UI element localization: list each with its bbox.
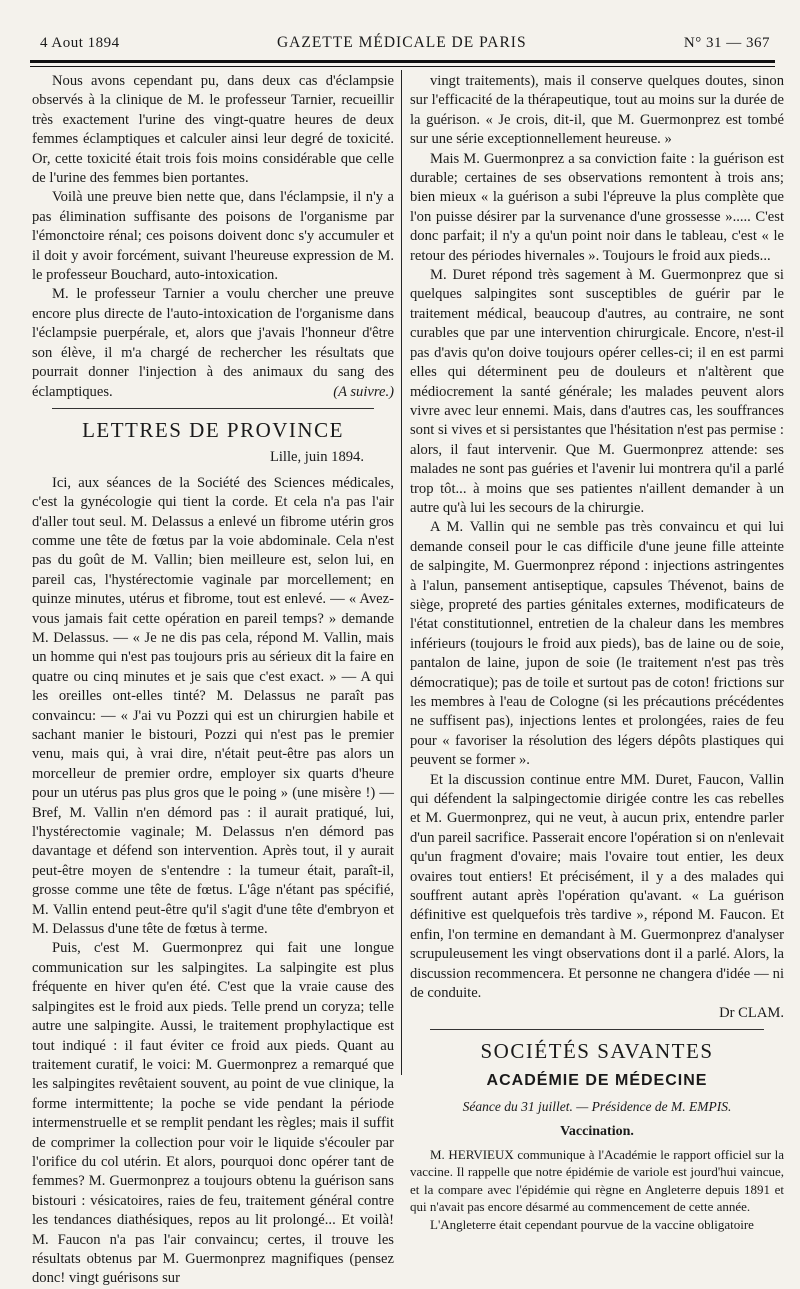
paragraph: A M. Vallin qui ne semble pas très convaincu et qui lui demande conseil pour le cas difficile d'une jeune fille atteinte de salpingite, M. Guermonprez répond : injections astringentes à l'alun, pansement antiseptique, capsules Thévenot, bains de siège, propreté des parties génitales externes, modificateurs de l'état constitutionnel, entretien de la chaleur dans les membres inférieurs (toujours le froid aux pieds), bas de laine ou de soie, pantalon de laine, jupon de soie (le traitement n'est pas très démocratique); pas de toile et surtout pas de coton! frictions sur les membres à l'eau de Cologne (si les précautions précédentes ne suffisent pas), injections lentes et prolongées, raies de feu pour « favoriser la résolution des légers dépôts plastiques qui peuvent se former ».	[410, 519, 784, 769]
section-title: SOCIÉTÉS SAVANTES	[480, 1038, 714, 1063]
page-header	[40, 34, 770, 56]
paragraph: Ici, aux séances de la Société des Sciences médicales, c'est la gynécologie qui tient la corde. Et cela n'a pas l'air d'aller tout seul. M. Delassus a enlevé un fibrome utérin gros comme une tête de fœtus par la voie abdominale. Cela n'est pas du goût de M. Vallin; bien meilleure est, selon lui, en pareil cas, l'hystérectomie vaginale par morcellement; en quinze minutes, utérus et fibrome, tout est enlevé. — « Avez-vous jamais fait cette opération en pareil temps? » demande M. Delassus. — « Je ne dis pas cela, répond M. Vallin, mais un homme qui n'est pas toujours pris au sérieux dit la faire en quatre ou cinq minutes et je sais que c'est exact. » — A qui les oreilles ont-elles tinté? M. Delassus ne paraît pas convaincu: — « J'ai vu Pozzi qui est un chirurgien habile et sachant manier le bistouri, Pozzi qui n'est pas le premier venu, mais qui, à vrai dire, n'était peut-être pas alors un morcelleur de premier ordre, employer six quarts d'heure pour un utérus pas plus gros que le poing » (une misère !) — Bref, M. Vallin n'en démord pas : il aurait pratiqué, lui, l'hystérectomie vaginale; M. Delassus n'en démord pas davantage et défend son intervention. Après tout, il y aurait peut-être moyen de s'entendre : la tumeur était, paraît-il, grosse comme une tête de fœtus. L'âge n'étant pas spécifié, M. Vallin entend peut-être qu'il s'agit d'une tête d'embryon et M. Delassus d'une tête de fœtus à terme.	[32, 474, 394, 938]
seance-line: Séance du 31 juillet. — Présidence de M. EMPIS.	[462, 1098, 732, 1114]
paragraph: L'Angleterre était cependant pourvue de la vaccine obligatoire	[430, 1216, 754, 1232]
issue-number: N° 31 — 367	[683, 35, 770, 51]
paragraph: vingt traitements), mais il conserve quelques doutes, sinon sur l'efficacité de la thérapeutique, tout au moins sur la durée de la guérison. « Je crois, dit-il, que M. Guermonprez est tombé sur une série exceptionnellement heureuse. »	[410, 73, 784, 148]
divider	[52, 408, 374, 409]
signature: Dr CLAM.	[719, 1004, 784, 1021]
issue-date: 4 Aout 1894	[40, 35, 120, 51]
header-rule-thin	[30, 66, 775, 67]
section-title: LETTRES DE PROVINCE	[82, 417, 344, 442]
column-divider	[401, 70, 402, 1075]
journal-title: GAZETTE MÉDICALE DE PARIS	[276, 34, 527, 51]
paragraph: Et la discussion continue entre MM. Duret, Faucon, Vallin qui défendent la salpingectomie dirigée contre les cas rebelles et M. Guermonprez, qui ne veut, à aucun prix, entendre parler d'un pareil sacrifice. Passerait encore l'opération si on n'enlevait qu'un fragment d'ovaire; mais l'ovaire tout entier, les deux ovaires tout entiers! Et précisément, il y a des malades qui souffrent autant après l'opération qu'avant. « La guérison définitive est quelquefois très tardive », répond M. Faucon. Et enfin, l'on termine en demandant à M. Guermonprez d'analyser scrupuleusement les vingt observations dont il a parlé. Alors, la discussion recommencera. Et personne ne changera d'idée — ni de conduite.	[410, 771, 784, 1002]
right-column	[410, 72, 784, 1233]
topic-heading: Vaccination.	[560, 1124, 634, 1140]
paragraph: Mais M. Guermonprez a sa conviction faite : la guérison est durable; certaines de ses observations remontent à trois ans; bien mieux « la guérison a subi l'épreuve la plus complète que l'on puisse désirer par la survenance d'une grossesse »..... C'est donc parfait; il n'y a qu'un point noir dans le tableau, c'est « le retour des périodes hivernales ». Toujours le froid aux pieds...	[410, 150, 784, 264]
paragraph: M. Duret répond très sagement à M. Guermonprez que si quelques salpingites sont susceptibles de guérir par le traitement médical, beaucoup d'autres, au contraire, ne sont curables que par une intervention chirurgicale. Encore, n'est-il pas d'avis qu'on doive toujours opérer celles-ci; il en est parmi elles qui déterminent peu de douleurs et n'altèrent que médiocrement la santé générale; les malades peuvent alors vivre avec leur ennemi. Mais, dans d'autres cas, les souffrances sont si vives et si persistantes que l'hésitation n'est pas permise : alors, il faut intervenir. Que M. Guermonprez attende: ses malades ne sont pas guéries et l'avenir lui montrera qu'il a parlé trop tôt... à moins que ses patientes n'aillent demander à un autre qu'à lui les secours de la chirurgie.	[410, 267, 784, 516]
paragraph: Voilà une preuve bien nette que, dans l'éclampsie, il n'y a pas élimination suffisante des poisons de l'organisme par l'émonctoire rénal; ces poisons doivent donc s'y accumuler et il doit y avoir forcément, suivant l'heureuse expression de M. le professeur Bouchard, auto-intoxication.	[32, 189, 394, 284]
paragraph: Nous avons cependant pu, dans deux cas d'éclampsie observés à la clinique de M. le professeur Tarnier, recueillir très exactement l'urine des vingt-quatre heures de deux femmes éclamptiques et calculer ainsi leur degré de toxicité. Or, cette toxicité était trois fois moins considérable que celle de l'urine des femmes bien portantes.	[32, 73, 394, 187]
continuation-note: (A suivre.)	[333, 383, 394, 400]
divider	[430, 1029, 764, 1030]
header-rule-thick	[30, 60, 775, 63]
paragraph: M. HERVIEUX communique à l'Académie le rapport officiel sur la vaccine. Il rappelle que notre épidémie de variole est jourd'hui vaincue, et la compare avec l'épidémie qui règne en Angleterre depuis 1891 et qui n'avait pas encore désarmé au commencement de cette année.	[410, 1146, 784, 1215]
paragraph	[32, 285, 394, 401]
dateline: Lille, juin 1894.	[269, 449, 364, 466]
left-column	[32, 72, 394, 1289]
sub-title: ACADÉMIE DE MÉDECINE	[486, 1072, 708, 1090]
paragraph: Puis, c'est M. Guermonprez qui fait une longue communication sur les salpingites. La salpingite est plus fréquente en hiver qu'en été. C'est que la vraie cause des salpingites est le froid aux pieds. Telle prend un coryza; telle autre une salpingite. Aussi, le traitement prophylactique est tout indiqué : il faut éviter ce froid aux pieds. Quant au traitement curatif, le voici: M. Guermonprez a remarqué que les salpingites revêtaient souvent, au point de vue clinique, la forme intermittente; la poche se vide pendant la période intermenstruelle et se remplit pendant les règles; mais il suffit de comprimer la collection pour voir le liquide s'écouler par l'orifice du col utérin. Et alors, pourquoi donc opérer tant de femmes? M. Guermonprez a toujours obtenu la guérison sans bistouri : vésicatoires, raies de feu, traitement général contre les tendances diathésiques, repos au lit prolongé... Et voilà! M. Faucon n'a pas l'air convaincu; certes, il trouve les résultats obtenus par M. Guermonprez magnifiques (pensez donc! vingt guérisons sur	[32, 940, 394, 1287]
paragraph-text: M. le professeur Tarnier a voulu chercher une preuve encore plus directe de l'auto-intoxication de l'organisme dans l'éclampsie puerpérale, et, alors que j'avais l'honneur d'être son élève, il m'a chargé de rechercher les résultats que pourrait donner l'injection à des animaux du sang des éclamptiques.	[32, 286, 394, 400]
